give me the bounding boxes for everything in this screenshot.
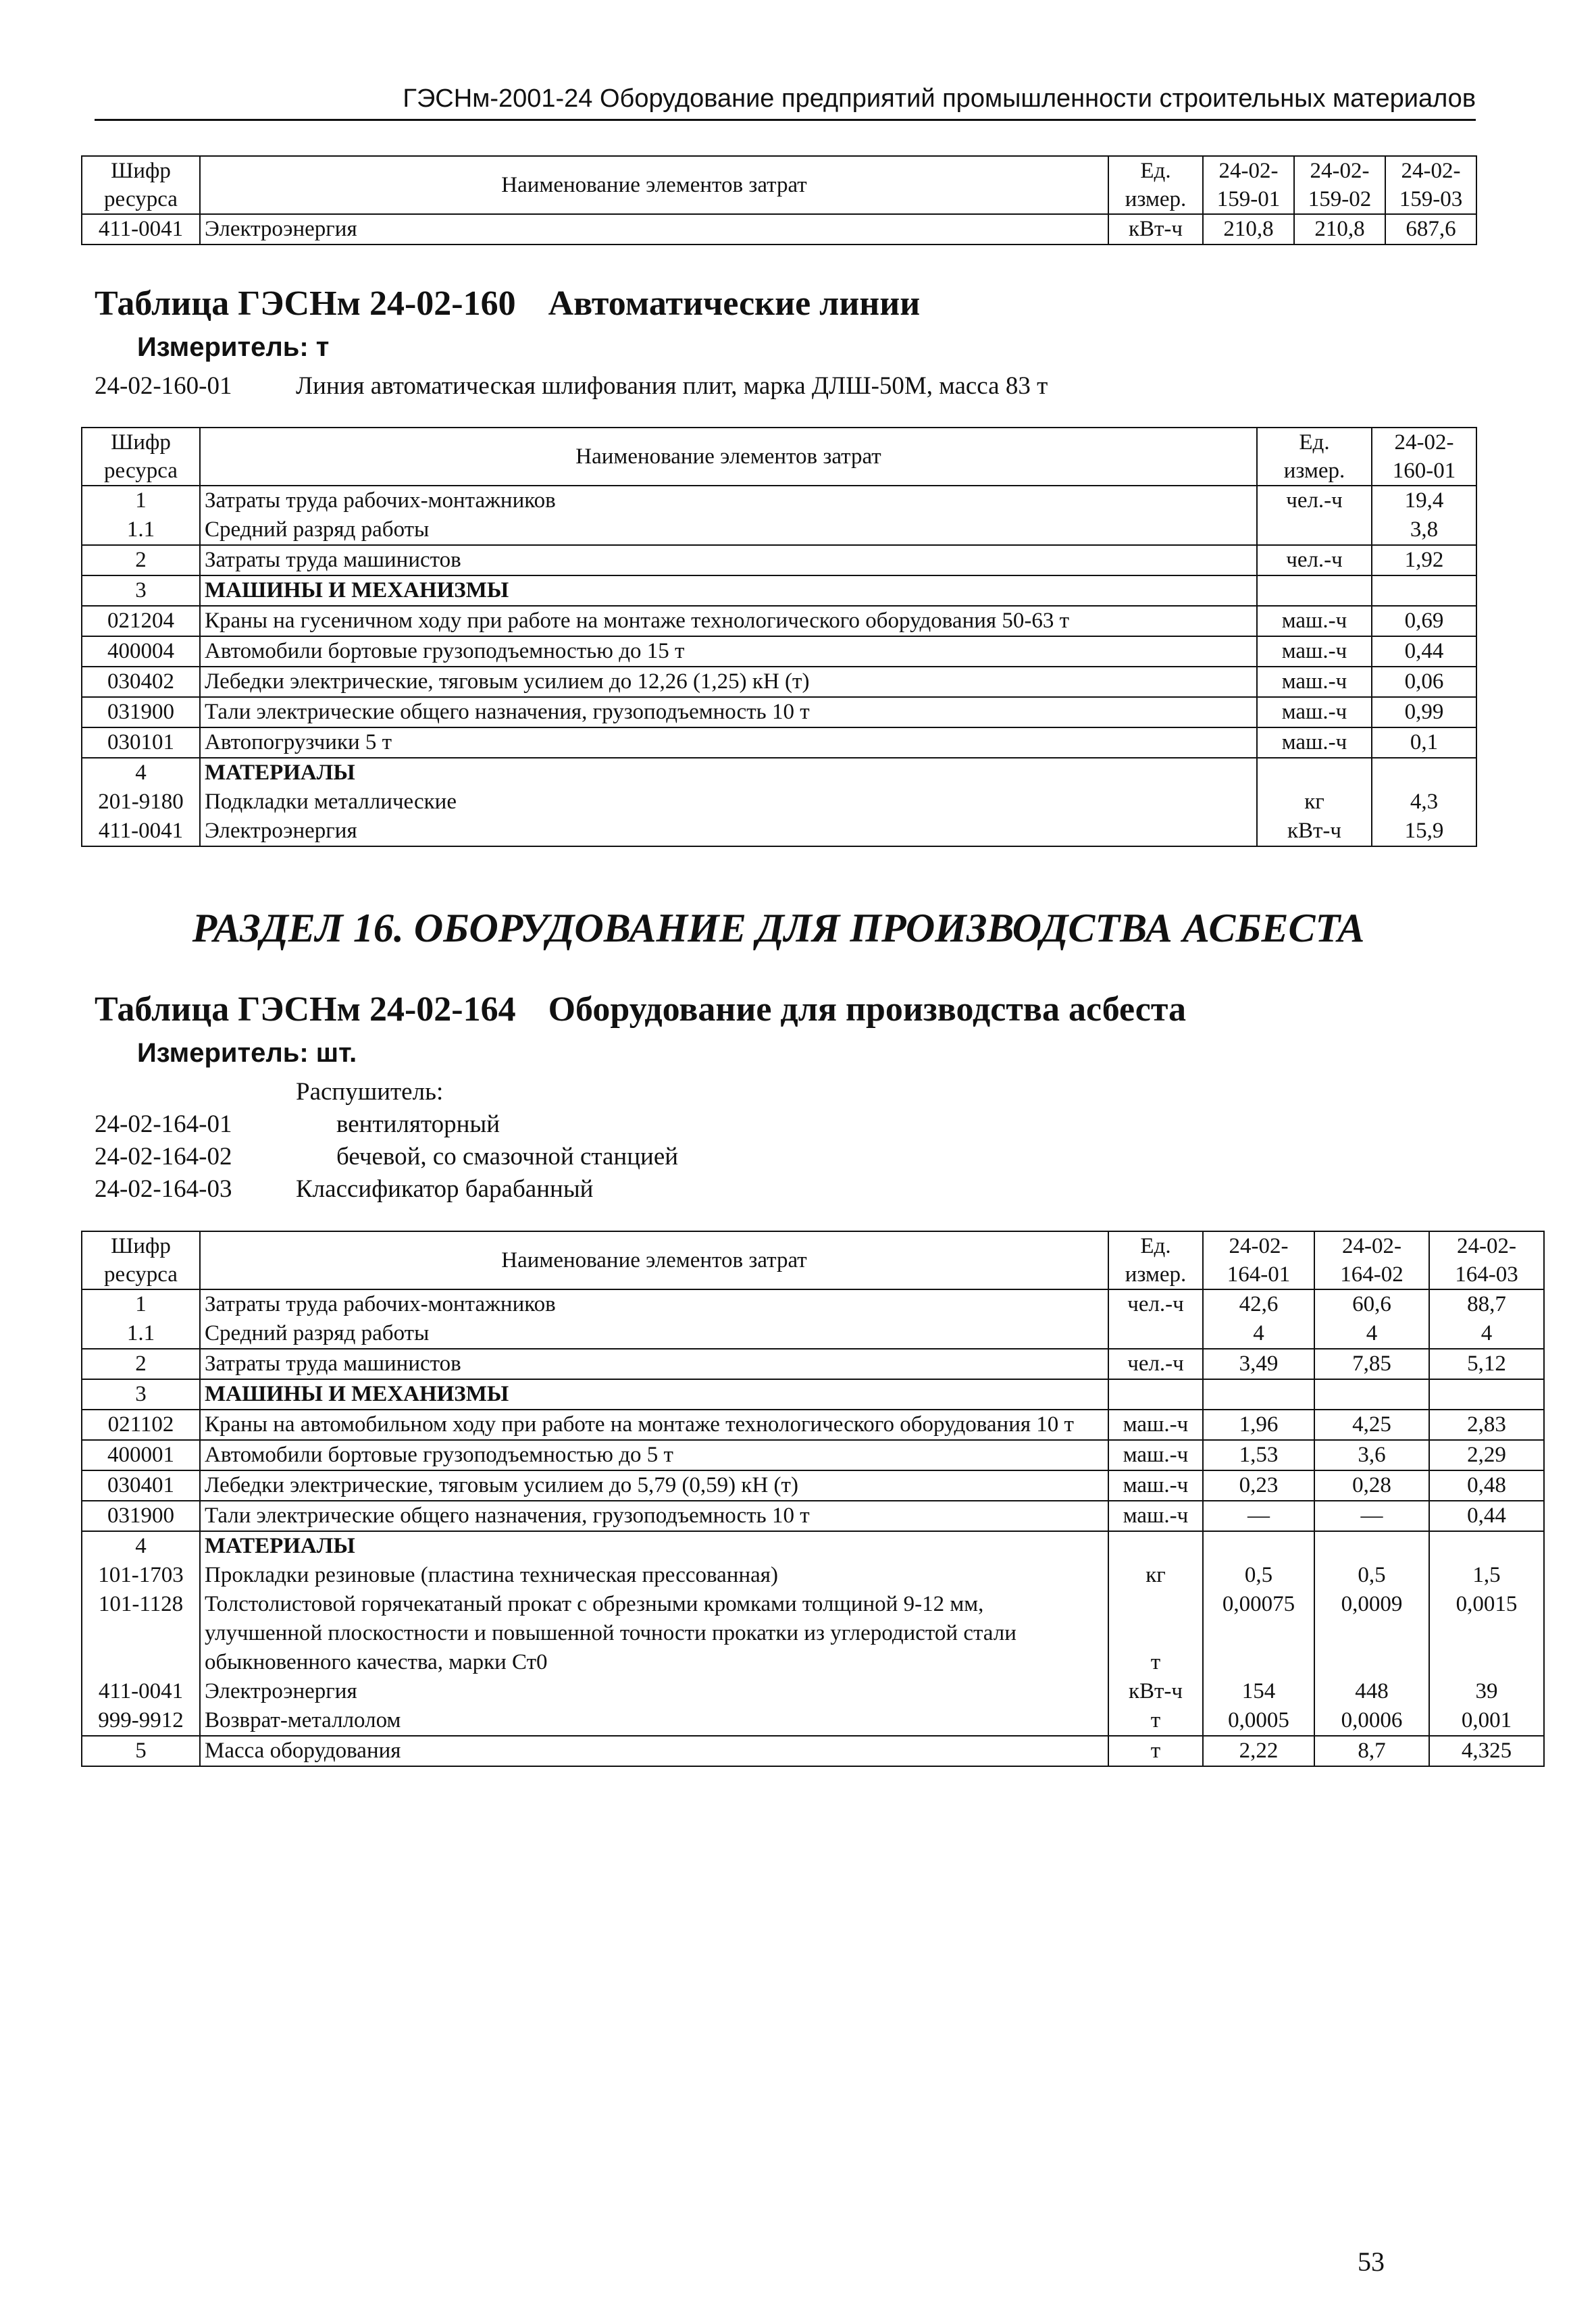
table-164-group-label: Распушитель: — [296, 1078, 444, 1106]
cell-value: 42,6 — [1203, 1289, 1314, 1319]
cell-unit: кВт-ч — [1257, 817, 1372, 846]
cell-code: 5 — [82, 1736, 200, 1766]
cell-code: 3 — [82, 1379, 200, 1410]
cell-code: 101-1703 — [82, 1561, 200, 1590]
cell-value: 4 — [1314, 1319, 1429, 1349]
table-row — [82, 667, 1476, 697]
table-164 — [81, 1231, 1545, 1767]
cell-value: 0,44 — [1372, 636, 1476, 667]
cell-name: Краны на автомобильном ходу при работе на монтаже технологического оборудования 10 т — [200, 1410, 1108, 1440]
cell-name: Автомобили бортовые грузоподъемностью до 5 т — [200, 1440, 1108, 1470]
table-row — [82, 1470, 1544, 1501]
cell-name: Тали электрические общего назначения, грузоподъемность 10 т — [200, 697, 1257, 727]
table-row — [82, 1677, 1544, 1706]
cell-unit — [1257, 758, 1372, 788]
table-164-title — [95, 989, 1186, 1029]
cell-value: 154 — [1203, 1677, 1314, 1706]
cell-code: 201-9180 — [82, 788, 200, 817]
cell-value: 88,7 — [1429, 1289, 1544, 1319]
table-row — [82, 1319, 1544, 1349]
cell-unit: чел.-ч — [1108, 1289, 1203, 1319]
cell-code: 1 — [82, 1289, 200, 1319]
table-row — [82, 697, 1476, 727]
cell-unit — [1257, 575, 1372, 606]
table-row — [82, 545, 1476, 575]
cell-code: 031900 — [82, 1501, 200, 1531]
cell-unit: кг — [1257, 788, 1372, 817]
table-row — [82, 636, 1476, 667]
cell-name: Лебедки электрические, тяговым усилием до 5,79 (0,59) кН (т) — [200, 1470, 1108, 1501]
cell-value: 4,25 — [1314, 1410, 1429, 1440]
table-row — [82, 1531, 1544, 1561]
cell-value: 19,4 — [1372, 486, 1476, 515]
cell-value: — — [1314, 1501, 1429, 1531]
cell-code: 1.1 — [82, 1319, 200, 1349]
cell-name: МАТЕРИАЛЫ — [200, 1531, 1108, 1561]
cell-value: 0,69 — [1372, 606, 1476, 636]
cell-name: Затраты труда рабочих-монтажников — [200, 486, 1257, 515]
table-164-item-2 — [95, 1142, 678, 1171]
cell-value: 0,0015 — [1429, 1590, 1544, 1677]
cell-name: Прокладки резиновые (пластина техническая прессованная) — [200, 1561, 1108, 1590]
cell-code: 030401 — [82, 1470, 200, 1501]
cell-value: 0,1 — [1372, 727, 1476, 758]
cell-code: 021204 — [82, 606, 200, 636]
cell-code: 021102 — [82, 1410, 200, 1440]
cell-code: 3 — [82, 575, 200, 606]
table-row — [82, 575, 1476, 606]
table-row — [82, 1289, 1544, 1319]
cell-unit: маш.-ч — [1257, 606, 1372, 636]
cell-unit: маш.-ч — [1257, 667, 1372, 697]
cell-value: 60,6 — [1314, 1289, 1429, 1319]
table-164-number: Таблица ГЭСНм 24-02-164 — [95, 990, 516, 1029]
cell-value: 2,22 — [1203, 1736, 1314, 1766]
cell-value: 1,96 — [1203, 1410, 1314, 1440]
cell-value — [1372, 758, 1476, 788]
running-header: ГЭСНм-2001-24 Оборудование предприятий промышленности строительных материалов — [95, 84, 1476, 121]
cell-code: 999-9912 — [82, 1706, 200, 1736]
header-unit: Ед. измер. — [1108, 1231, 1203, 1289]
cell-value: 3,49 — [1203, 1349, 1314, 1379]
table-row — [82, 727, 1476, 758]
cell-code: 2 — [82, 545, 200, 575]
cell-value: 0,5 — [1203, 1561, 1314, 1590]
table-row — [82, 486, 1476, 515]
cell-value: 0,5 — [1314, 1561, 1429, 1590]
cell-name: Электроэнергия — [200, 817, 1257, 846]
table-row — [82, 1706, 1544, 1736]
cell-value: 15,9 — [1372, 817, 1476, 846]
table-164-item-1 — [95, 1110, 500, 1139]
cell-value: 0,44 — [1429, 1501, 1544, 1531]
table-row — [82, 1440, 1544, 1470]
cell-unit: маш.-ч — [1257, 727, 1372, 758]
item-name: Классификатор барабанный — [296, 1175, 594, 1203]
cell-value: 0,48 — [1429, 1470, 1544, 1501]
cell-unit: кг — [1108, 1561, 1203, 1590]
cell-value: 3,8 — [1372, 515, 1476, 545]
cell-unit: кВт-ч — [1108, 214, 1203, 245]
header-code: Шифр ресурса — [82, 156, 200, 214]
cell-name: Толстолистовой горячекатаный прокат с обрезными кромками толщиной 9-12 мм, улучшенной плоскостности и повышенной точности прокатки из углеродистой стали обыкновенного качества, марки Ст0 — [200, 1590, 1108, 1677]
cell-value — [1372, 575, 1476, 606]
cell-value: 7,85 — [1314, 1349, 1429, 1379]
header-col-164-02: 24-02- 164-02 — [1314, 1231, 1429, 1289]
cell-value: 210,8 — [1203, 214, 1294, 245]
cell-unit: т — [1108, 1736, 1203, 1766]
cell-value: 448 — [1314, 1677, 1429, 1706]
header-col-160-01: 24-02- 160-01 — [1372, 428, 1476, 486]
cell-value: 0,001 — [1429, 1706, 1544, 1736]
cell-value: 1,92 — [1372, 545, 1476, 575]
item-name: бечевой, со смазочной станцией — [336, 1143, 679, 1171]
cell-unit: чел.-ч — [1257, 545, 1372, 575]
cell-value — [1203, 1531, 1314, 1561]
cell-unit — [1108, 1531, 1203, 1561]
table-164-meter: Измеритель: шт. — [137, 1038, 357, 1068]
header-code: Шифр ресурса — [82, 428, 200, 486]
cell-code: 031900 — [82, 697, 200, 727]
table-160-name: Автоматические линии — [548, 284, 921, 323]
cell-name: Возврат-металлолом — [200, 1706, 1108, 1736]
cell-name: Затраты труда машинистов — [200, 545, 1257, 575]
cell-value: 39 — [1429, 1677, 1544, 1706]
cell-unit — [1257, 515, 1372, 545]
table-160-number: Таблица ГЭСНм 24-02-160 — [95, 284, 516, 323]
cell-value: 8,7 — [1314, 1736, 1429, 1766]
item-name: Линия автоматическая шлифования плит, марка ДЛШ-50М, масса 83 т — [296, 372, 1048, 400]
cell-value — [1203, 1379, 1314, 1410]
cell-value: 1,53 — [1203, 1440, 1314, 1470]
table-row — [82, 758, 1476, 788]
cell-value: 0,28 — [1314, 1470, 1429, 1501]
cell-name: Тали электрические общего назначения, грузоподъемность 10 т — [200, 1501, 1108, 1531]
cell-value: 0,0006 — [1314, 1706, 1429, 1736]
cell-value: 3,6 — [1314, 1440, 1429, 1470]
cell-unit — [1108, 1319, 1203, 1349]
cell-value: 210,8 — [1294, 214, 1385, 245]
item-name: вентиляторный — [336, 1110, 500, 1138]
item-code: 24-02-164-02 — [95, 1143, 232, 1171]
table-160 — [81, 427, 1477, 847]
cell-name: Лебедки электрические, тяговым усилием до 12,26 (1,25) кН (т) — [200, 667, 1257, 697]
cell-unit: кВт-ч — [1108, 1677, 1203, 1706]
cell-value: 4,325 — [1429, 1736, 1544, 1766]
cell-value — [1429, 1379, 1544, 1410]
header-name: Наименование элементов затрат — [200, 1231, 1108, 1289]
cell-unit: т — [1108, 1590, 1203, 1677]
cell-unit: маш.-ч — [1108, 1501, 1203, 1531]
cell-unit: маш.-ч — [1108, 1440, 1203, 1470]
cell-name: Средний разряд работы — [200, 1319, 1108, 1349]
cell-value: 5,12 — [1429, 1349, 1544, 1379]
header-name: Наименование элементов затрат — [200, 156, 1108, 214]
cell-value: 2,29 — [1429, 1440, 1544, 1470]
header-code: Шифр ресурса — [82, 1231, 200, 1289]
cell-value — [1314, 1531, 1429, 1561]
cell-unit: маш.-ч — [1108, 1410, 1203, 1440]
table-160-meter: Измеритель: т — [137, 332, 330, 362]
table-160-item — [95, 371, 1048, 401]
cell-code: 411-0041 — [82, 214, 200, 245]
cell-name: Краны на гусеничном ходу при работе на монтаже технологического оборудования 50-63 т — [200, 606, 1257, 636]
table-row — [82, 1501, 1544, 1531]
cell-name: Электроэнергия — [200, 1677, 1108, 1706]
table-row — [82, 1349, 1544, 1379]
cell-unit: маш.-ч — [1257, 697, 1372, 727]
table-row — [82, 1736, 1544, 1766]
cell-value: 0,0005 — [1203, 1706, 1314, 1736]
cell-value: 0,00075 — [1203, 1590, 1314, 1677]
cell-code: 101-1128 — [82, 1590, 200, 1677]
header-unit: Ед. измер. — [1257, 428, 1372, 486]
cell-value — [1429, 1531, 1544, 1561]
cell-code: 4 — [82, 1531, 200, 1561]
table-row — [82, 214, 1476, 245]
table-row — [82, 1379, 1544, 1410]
cell-value: 0,0009 — [1314, 1590, 1429, 1677]
cell-code: 411-0041 — [82, 817, 200, 846]
cell-name: Подкладки металлические — [200, 788, 1257, 817]
item-code: 24-02-164-01 — [95, 1110, 232, 1138]
header-col-164-01: 24-02- 164-01 — [1203, 1231, 1314, 1289]
header-col-159-01: 24-02- 159-01 — [1203, 156, 1294, 214]
item-code: 24-02-160-01 — [95, 372, 232, 400]
cell-name: Затраты труда рабочих-монтажников — [200, 1289, 1108, 1319]
cell-code: 400004 — [82, 636, 200, 667]
cell-value: 4,3 — [1372, 788, 1476, 817]
cell-code: 030101 — [82, 727, 200, 758]
table-164-name: Оборудование для производства асбеста — [548, 990, 1186, 1029]
table-row — [82, 817, 1476, 846]
page-number: 53 — [1358, 2246, 1385, 2277]
section-16-heading: РАЗДЕЛ 16. ОБОРУДОВАНИЕ ДЛЯ ПРОИЗВОДСТВА АСБЕСТА — [192, 906, 1365, 950]
cell-name: МАШИНЫ И МЕХАНИЗМЫ — [200, 1379, 1108, 1410]
cell-code: 030402 — [82, 667, 200, 697]
cell-code: 411-0041 — [82, 1677, 200, 1706]
cell-name: МАТЕРИАЛЫ — [200, 758, 1257, 788]
table-164-item-3 — [95, 1175, 593, 1204]
cell-code: 1.1 — [82, 515, 200, 545]
cell-code: 400001 — [82, 1440, 200, 1470]
cell-value: 4 — [1429, 1319, 1544, 1349]
table-row — [82, 1590, 1544, 1677]
header-unit: Ед. измер. — [1108, 156, 1203, 214]
item-code: 24-02-164-03 — [95, 1175, 232, 1203]
cell-value: 687,6 — [1385, 214, 1476, 245]
cell-unit: чел.-ч — [1257, 486, 1372, 515]
header-col-159-02: 24-02- 159-02 — [1294, 156, 1385, 214]
cell-unit: маш.-ч — [1257, 636, 1372, 667]
table-159-continuation — [81, 155, 1477, 245]
header-name: Наименование элементов затрат — [200, 428, 1257, 486]
table-160-title — [95, 284, 920, 324]
cell-name: Автомобили бортовые грузоподъемностью до 15 т — [200, 636, 1257, 667]
cell-value: 2,83 — [1429, 1410, 1544, 1440]
cell-value: 0,23 — [1203, 1470, 1314, 1501]
cell-unit: маш.-ч — [1108, 1470, 1203, 1501]
cell-value: 1,5 — [1429, 1561, 1544, 1590]
cell-name: Электроэнергия — [200, 214, 1108, 245]
header-col-164-03: 24-02- 164-03 — [1429, 1231, 1544, 1289]
cell-name: Масса оборудования — [200, 1736, 1108, 1766]
cell-code: 2 — [82, 1349, 200, 1379]
cell-value: 0,06 — [1372, 667, 1476, 697]
cell-name: МАШИНЫ И МЕХАНИЗМЫ — [200, 575, 1257, 606]
table-row — [82, 606, 1476, 636]
cell-code: 1 — [82, 486, 200, 515]
cell-unit — [1108, 1379, 1203, 1410]
cell-value — [1314, 1379, 1429, 1410]
table-row — [82, 515, 1476, 545]
table-row — [82, 1561, 1544, 1590]
cell-unit: чел.-ч — [1108, 1349, 1203, 1379]
header-col-159-03: 24-02- 159-03 — [1385, 156, 1476, 214]
cell-unit: т — [1108, 1706, 1203, 1736]
cell-name: Затраты труда машинистов — [200, 1349, 1108, 1379]
cell-value: 4 — [1203, 1319, 1314, 1349]
table-row — [82, 1410, 1544, 1440]
cell-name: Средний разряд работы — [200, 515, 1257, 545]
cell-value: 0,99 — [1372, 697, 1476, 727]
table-row — [82, 788, 1476, 817]
cell-name: Автопогрузчики 5 т — [200, 727, 1257, 758]
cell-value: — — [1203, 1501, 1314, 1531]
cell-code: 4 — [82, 758, 200, 788]
